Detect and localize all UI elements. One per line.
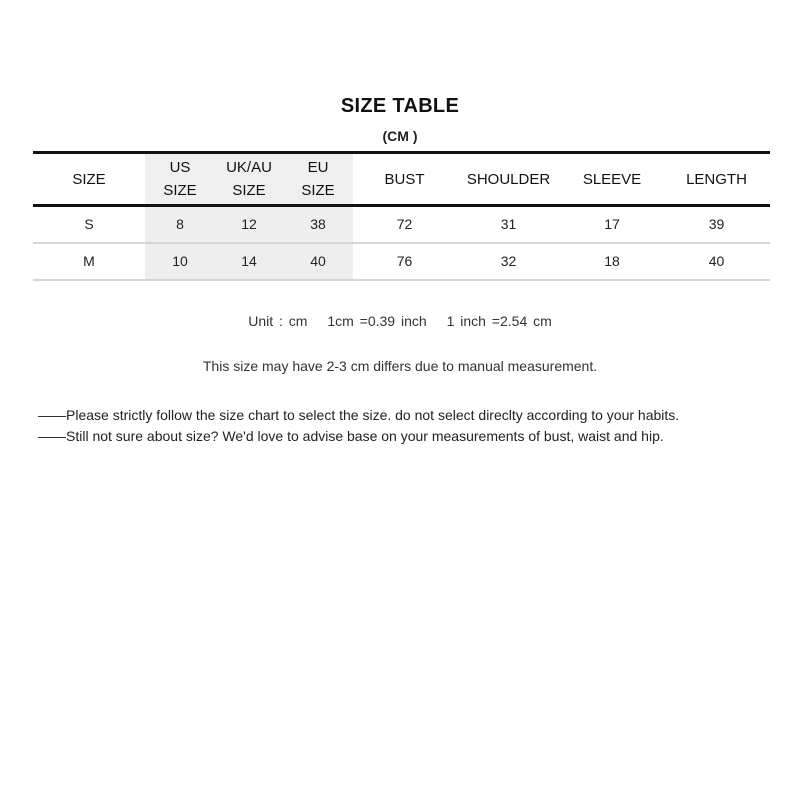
cell-size: M — [33, 243, 145, 280]
cell-eu-size: 38 — [283, 206, 353, 243]
cell-length: 40 — [663, 243, 770, 280]
size-table — [33, 151, 770, 281]
cm-to-inch-note: 1cm =0.39 inch — [327, 313, 427, 329]
header-size: SIZE — [33, 153, 145, 206]
header-uk-au-size: UK/AU SIZE — [215, 153, 283, 206]
cell-shoulder: 31 — [456, 206, 561, 243]
header-bust: BUST — [353, 153, 456, 206]
cell-shoulder: 32 — [456, 243, 561, 280]
cell-us-size: 8 — [145, 206, 215, 243]
advice-line-follow-chart: ——Please strictly follow the size chart to select the size. do not select direclty according to your habits. — [38, 407, 680, 423]
inch-to-cm-note: 1 inch =2.54 cm — [446, 313, 552, 329]
cell-eu-size: 40 — [283, 243, 353, 280]
table-header-row — [33, 153, 770, 206]
cell-length: 39 — [663, 206, 770, 243]
header-us-size: US SIZE — [145, 153, 215, 206]
unit-note: Unit : cm — [248, 313, 308, 329]
unit-conversion-note — [0, 313, 800, 329]
cell-size: S — [33, 206, 145, 243]
cell-us-size: 10 — [145, 243, 215, 280]
advice-line-contact: ——Still not sure about size? We'd love to advise base on your measurements of bust, waist and hip. — [38, 428, 664, 444]
cell-uk-au-size: 14 — [215, 243, 283, 280]
header-shoulder: SHOULDER — [456, 153, 561, 206]
cell-sleeve: 18 — [561, 243, 663, 280]
header-sleeve: SLEEVE — [561, 153, 663, 206]
cell-bust: 72 — [353, 206, 456, 243]
table-row — [33, 206, 770, 243]
header-length: LENGTH — [663, 153, 770, 206]
cell-bust: 76 — [353, 243, 456, 280]
unit-label: (CM ) — [382, 128, 418, 144]
measurement-difference-note: This size may have 2-3 cm differs due to manual measurement. — [202, 358, 598, 374]
table-row — [33, 243, 770, 280]
cell-sleeve: 17 — [561, 206, 663, 243]
header-eu-size: EU SIZE — [283, 153, 353, 206]
page-title: SIZE TABLE — [340, 95, 460, 117]
cell-uk-au-size: 12 — [215, 206, 283, 243]
